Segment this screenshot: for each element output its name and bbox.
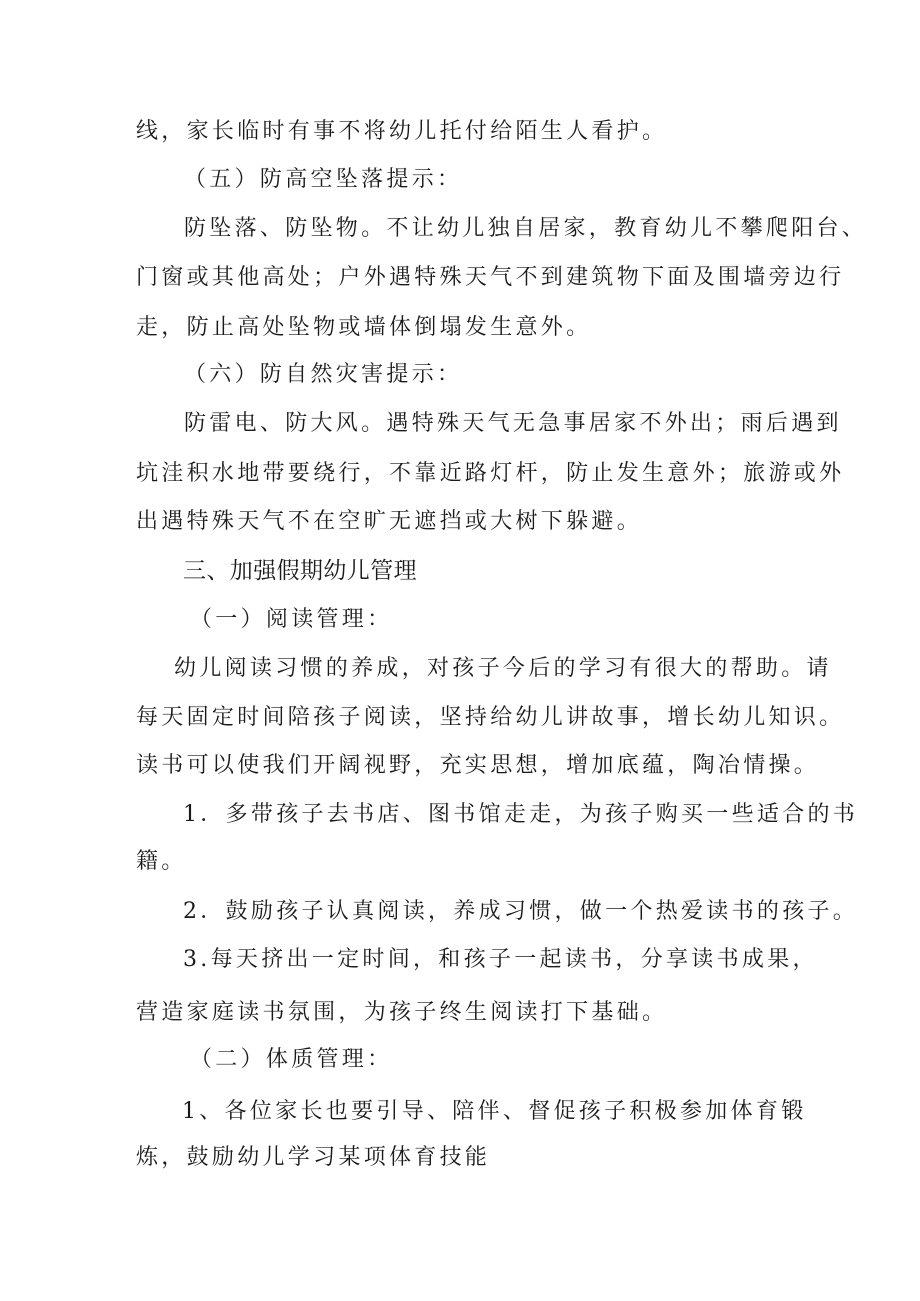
list-item-2: 2．鼓励孩子认真阅读，养成习惯，做一个热爱读书的孩子。: [183, 899, 859, 924]
paragraph-line: 走，防止高处坠物或墙体倒塌发生意外。: [136, 315, 592, 340]
section-heading-3: 三、加强假期幼儿管理: [183, 558, 417, 584]
paragraph-line: 读书可以使我们开阔视野，充实思想，增加底蕴，陶冶情操。: [136, 753, 820, 778]
subheading-high-fall: （五）防高空坠落提示：: [184, 167, 463, 192]
paragraph-line: 幼儿阅读习惯的养成，对孩子今后的学习有很大的帮助。请: [174, 656, 832, 681]
paragraph-line: 坑洼积水地带要绕行，不靠近路灯杆，防止发生意外；旅游或外: [136, 461, 845, 486]
paragraph-line: 炼，鼓励幼儿学习某项体育技能: [136, 1145, 491, 1170]
list-item-1: 1．多带孩子去书店、图书馆走走，为孩子购买一些适合的书: [183, 802, 859, 827]
paragraph-line: 线，家长临时有事不将幼儿托付给陌生人看护。: [136, 119, 668, 144]
list-item-1-cont: 籍。: [136, 849, 187, 874]
subheading-reading: （一）阅读管理：: [190, 607, 393, 632]
paragraph-line: 每天固定时间陪孩子阅读，坚持给幼儿讲故事，增长幼儿知识。: [136, 705, 845, 730]
paragraph-line: 防坠落、防坠物。不让幼儿独自居家，教育幼儿不攀爬阳台、: [184, 216, 868, 241]
subheading-physical: （二）体质管理：: [190, 1047, 393, 1072]
list-item-3: 3.每天挤出一定时间，和孩子一起读书，分享读书成果，: [183, 947, 818, 972]
paragraph-line: 门窗或其他高处；户外遇特殊天气不到建筑物下面及围墙旁边行: [136, 265, 845, 290]
list-item-3-cont: 营造家庭读书氛围，为孩子终生阅读打下基础。: [136, 1000, 668, 1025]
subheading-natural-disaster: （六）防自然灾害提示：: [184, 362, 463, 387]
paragraph-line: 防雷电、防大风。遇特殊天气无急事居家不外出；雨后遇到: [184, 411, 842, 436]
paragraph-line: 出遇特殊天气不在空旷无遮挡或大树下躲避。: [136, 509, 643, 534]
paragraph-line: 1、各位家长也要引导、陪伴、督促孩子积极参加体育锻: [182, 1099, 807, 1124]
